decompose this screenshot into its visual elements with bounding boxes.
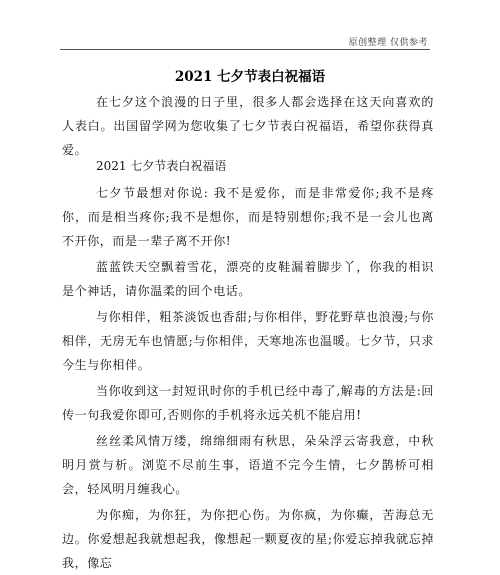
paragraph-3: 与你相伴，粗茶淡饭也香甜;与你相伴，野花野草也浪漫;与你相伴，无房无车也情愿;与你相伴，天寒地冻也温暖。七夕节，只求今生与你相伴。 (62, 310, 434, 372)
content-block (62, 181, 434, 575)
paragraph-6: 为你痴，为你狂，为你把心伤。为你疯，为你癫，苦海总无边。你爱想起我就想起我，像想起一颗夏夜的星;你爱忘掉我就忘掉我，像忘 (62, 508, 434, 570)
document-title: 2021 七夕节表白祝福语 (174, 69, 326, 85)
intro-paragraph: 在七夕这个浪漫的日子里，很多人都会选择在这天向喜欢的人表白。出国留学网为您收集了七夕节表白祝福语，希望你获得真爱。 (62, 95, 434, 157)
paragraph-2: 蓝蓝铁天空飘着雪花，漂亮的皮鞋漏着脚步丫，你我的相识是个神话，请你温柔的回个电话。 (62, 260, 434, 298)
section-subheading: 2021 七夕节表白祝福语 (96, 159, 227, 173)
paragraph-1: 七夕节最想对你说: 我不是爱你，而是非常爱你;我不是疼你，而是相当疼你;我不是想你，而是特别想你;我不是一会儿也离不开你，而是一辈子离不开你! (62, 186, 434, 248)
paragraph-4: 当你收到这一封短讯时你的手机已经中毒了,解毒的方法是:回传一句我爱你即可,否则你的手机将永远关机不能启用! (62, 384, 434, 422)
header-note: 原创整理 仅供参考 (348, 38, 428, 48)
intro-block (62, 90, 434, 162)
paragraph-5: 丝丝柔风情万缕，绵绵细雨有秋思，朵朵浮云寄我意，中秋明月赏与析。浏览不尽前生事，语道不完今生情，七夕鹊桥可相会，轻风明月缠我心。 (62, 434, 434, 496)
header-divider (60, 49, 430, 50)
